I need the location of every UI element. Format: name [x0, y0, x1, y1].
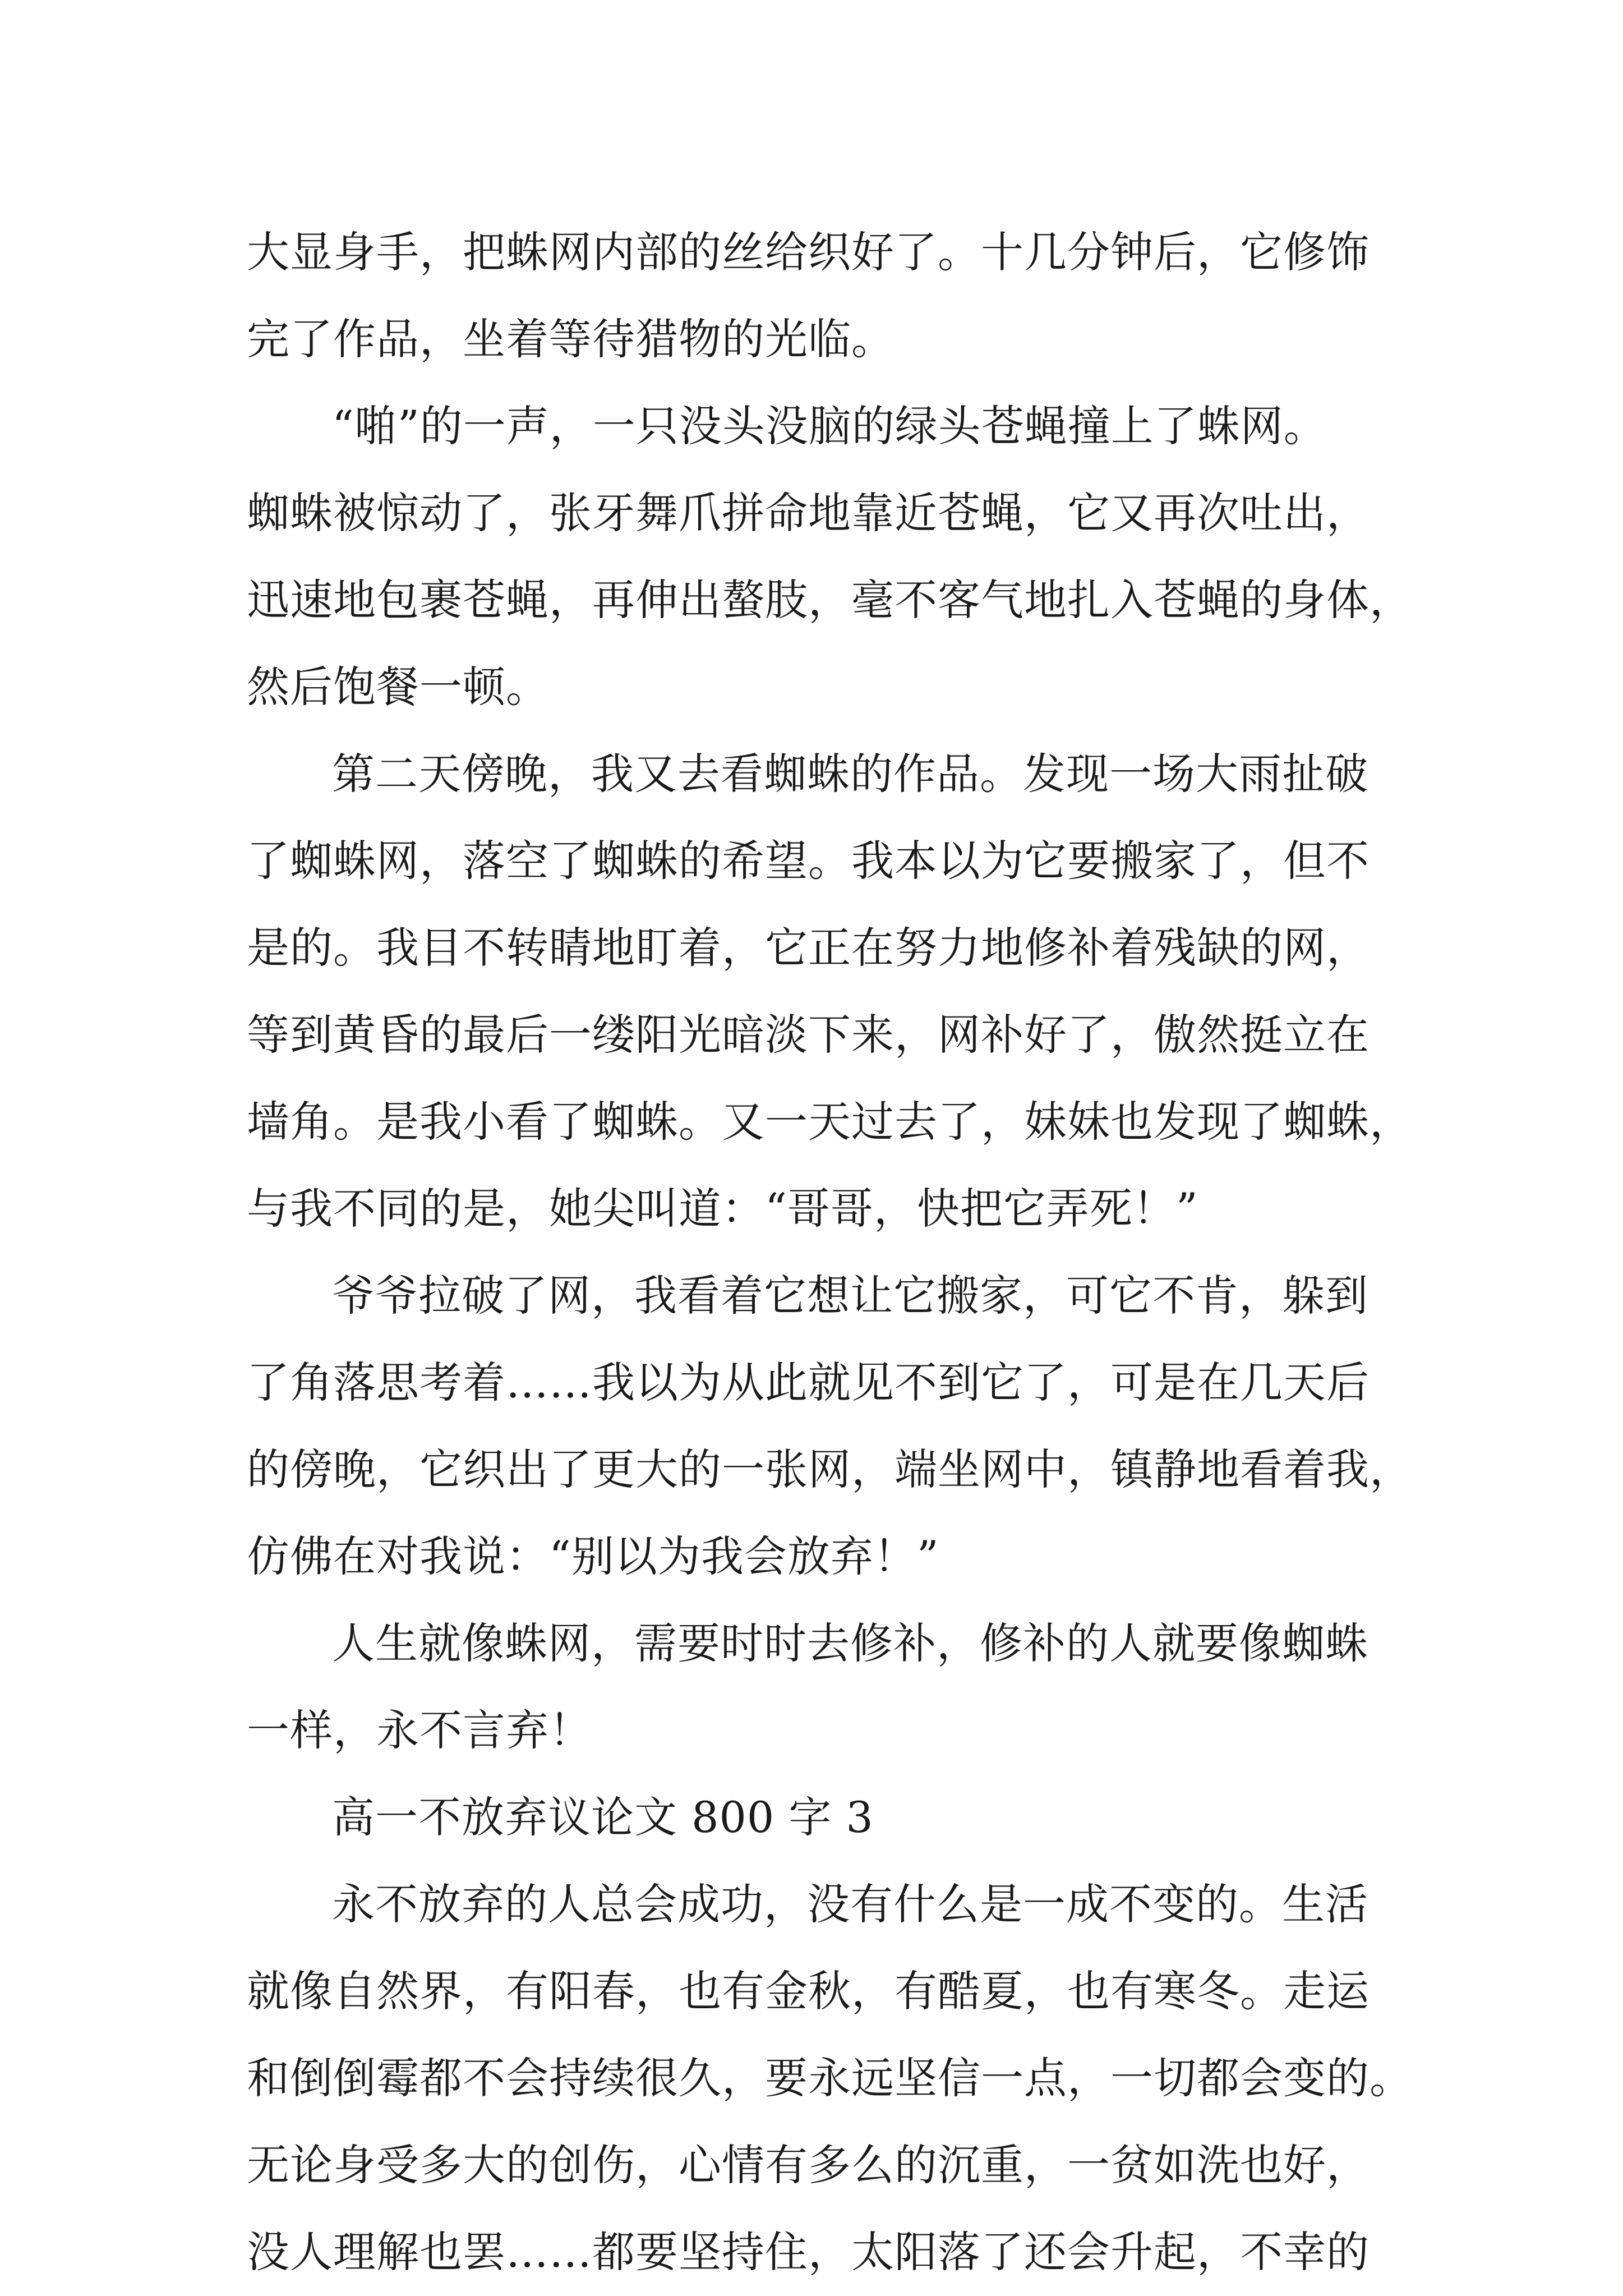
text-line: 迅速地包裹苍蝇，再伸出螯肢，毫不客气地扎入苍蝇的身体， [247, 575, 1413, 625]
text-line: “啪”的一声，一只没头没脑的绿头苍蝇撞上了蛛网。 [332, 401, 1327, 451]
text-line: 大显身手，把蛛网内部的丝给织好了。十几分钟后，它修饰 [247, 227, 1370, 277]
text-line: 高一不放弃议论文 800 字 3 [332, 1792, 874, 1842]
text-line: 一样，永不言弃！ [247, 1705, 592, 1755]
text-line: 人生就像蛛网，需要时时去修补，修补的人就要像蜘蛛 [332, 1618, 1368, 1668]
text-line: 了蜘蛛网，落空了蜘蛛的希望。我本以为它要搬家了，但不 [247, 836, 1370, 886]
text-line: 和倒倒霉都不会持续很久，要永远坚信一点，一切都会变的。 [247, 2053, 1413, 2103]
text-line: 墙角。是我小看了蜘蛛。又一天过去了，妹妹也发现了蜘蛛， [247, 1097, 1413, 1147]
text-line: 第二天傍晚，我又去看蜘蛛的作品。发现一场大雨扯破 [332, 749, 1368, 799]
text-line: 是的。我目不转睛地盯着，它正在努力地修补着残缺的网， [247, 923, 1370, 973]
text-line: 无论身受多大的创伤，心情有多么的沉重，一贫如洗也好， [247, 2140, 1370, 2190]
text-line: 与我不同的是，她尖叫道：“哥哥，快把它弄死！” [247, 1184, 1198, 1234]
text-line: 蜘蛛被惊动了，张牙舞爪拼命地靠近苍蝇，它又再次吐出， [247, 488, 1370, 538]
body-text [247, 209, 1413, 2295]
text-line: 就像自然界，有阳春，也有金秋，有酷夏，也有寒冬。走运 [247, 1966, 1370, 2016]
text-line: 然后饱餐一顿。 [247, 662, 549, 712]
text-line: 完了作品，坐着等待猎物的光临。 [247, 314, 895, 364]
text-line: 永不放弃的人总会成功，没有什么是一成不变的。生活 [332, 1879, 1368, 1929]
text-line: 了角落思考着……我以为从此就见不到它了，可是在几天后 [247, 1358, 1370, 1407]
text-line: 没人理解也罢……都要坚持住，太阳落了还会升起，不幸的 [247, 2227, 1370, 2277]
text-line: 爷爷拉破了网，我看着它想让它搬家，可它不肯，躲到 [332, 1271, 1368, 1320]
text-line: 仿佛在对我说：“别以为我会放弃！” [247, 1531, 939, 1581]
text-line: 等到黄昏的最后一缕阳光暗淡下来，网补好了，傲然挺立在 [247, 1010, 1370, 1060]
text-line: 的傍晚，它织出了更大的一张网，端坐网中，镇静地看着我， [247, 1444, 1413, 1494]
